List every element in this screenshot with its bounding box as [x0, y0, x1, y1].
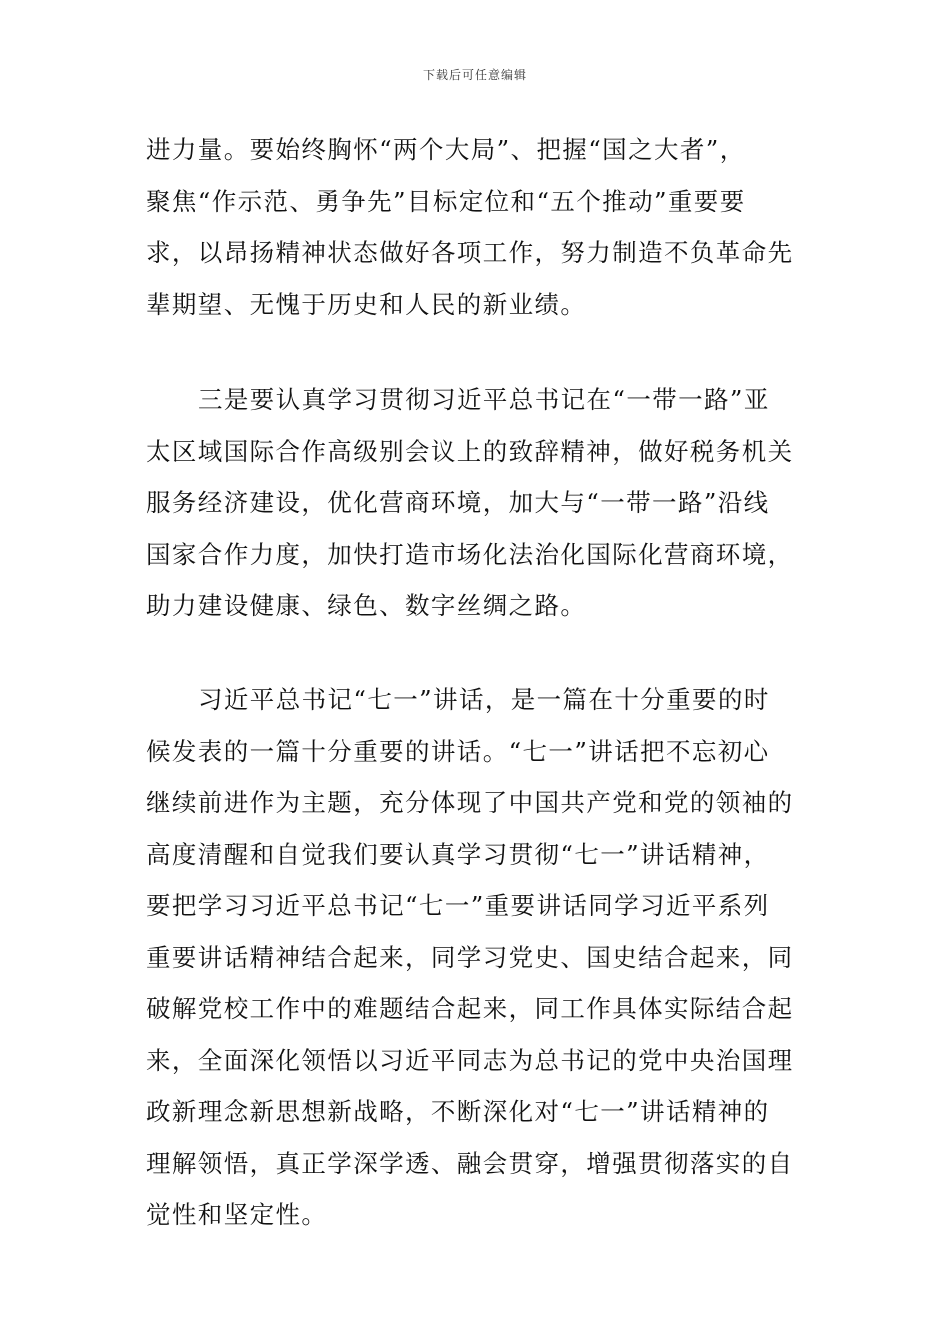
- text-line: 求，以昂扬精神状态做好各项工作，努力制造不负革命先: [146, 238, 794, 267]
- text-line: 太区域国际合作高级别会议上的致辞精神，做好税务机关: [146, 436, 794, 466]
- page-header: 下载后可任意编辑: [422, 68, 527, 82]
- text-line: 三是要认真学习贯彻习近平总书记在“一带一路”亚: [198, 385, 770, 414]
- text-line: 要把学习习近平总书记“七一”重要讲话同学习近平系列: [146, 891, 770, 920]
- text-line: 觉性和坚定性。: [146, 1200, 328, 1229]
- text-line: 继续前进作为主题，充分体现了中国共产党和党的领袖的: [146, 788, 794, 817]
- text-line: 政新理念新思想新战略，不断深化对“七一”讲话精神的: [146, 1097, 770, 1126]
- text-line: 辈期望、无愧于历史和人民的新业绩。: [146, 289, 587, 319]
- text-line: 服务经济建设，优化营商环境，加大与“一带一路”沿线: [146, 488, 770, 517]
- text-line: 国家合作力度，加快打造市场化法治化国际化营商环境，: [146, 539, 794, 569]
- paragraph-july-first-speech: [146, 674, 794, 1241]
- text-line: 重要讲话精神结合起来，同学习党史、国史结合起来，同: [146, 942, 794, 972]
- paragraph-belt-and-road: [146, 374, 794, 632]
- text-line: 来，全面深化领悟以习近平同志为总书记的党中央治国理: [146, 1045, 794, 1075]
- paragraph-continuation: [146, 124, 794, 330]
- text-line: 进力量。要始终胸怀“两个大局”、把握“国之大者”，: [146, 135, 746, 164]
- text-line: 高度清醒和自觉我们要认真学习贯彻“七一”讲话精神，: [146, 839, 770, 869]
- text-line: 习近平总书记“七一”讲话，是一篇在十分重要的时: [198, 685, 770, 714]
- text-line: 破解党校工作中的难题结合起来，同工作具体实际结合起: [146, 994, 794, 1023]
- text-line: 候发表的一篇十分重要的讲话。“七一”讲话把不忘初心: [146, 736, 770, 766]
- text-line: 聚焦“作示范、勇争先”目标定位和“五个推动”重要要: [146, 186, 746, 216]
- text-line: 助力建设健康、绿色、数字丝绸之路。: [146, 591, 587, 620]
- text-line: 理解领悟，真正学深学透、融会贯穿，增强贯彻落实的自: [146, 1148, 794, 1178]
